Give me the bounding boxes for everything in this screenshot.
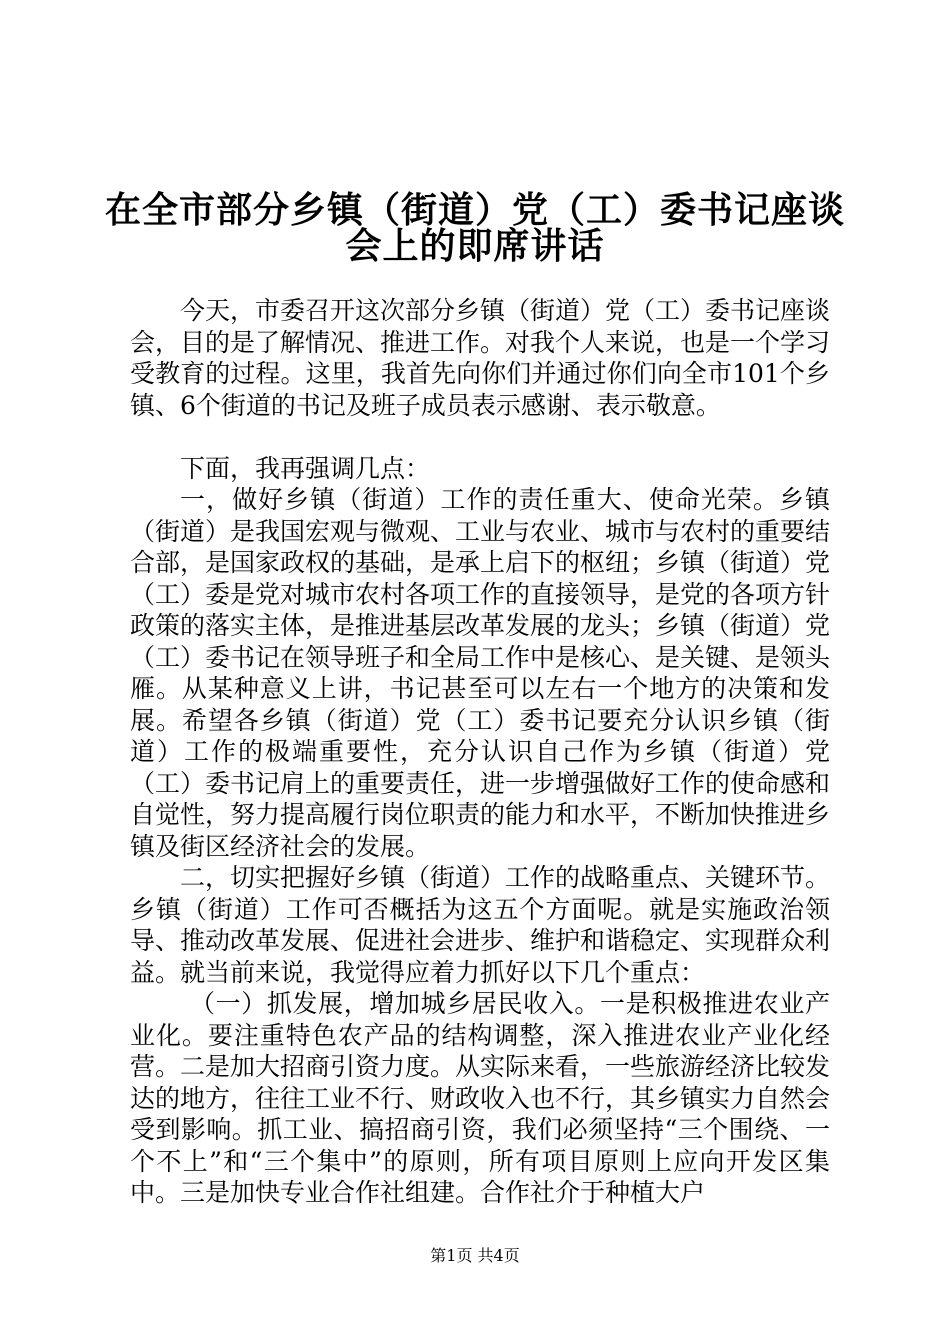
paragraph-point-one: 一，做好乡镇（街道）工作的责任重大、使命光荣。乡镇（街道）是我国宏观与微观、工业与农业、城市与农村的重要结合部，是国家政权的基础，是承上启下的枢纽；乡镇（街道）党（工）委是党对城市农村各项工作的直接领导，是党的各项方针政策的落实主体，是推进基层改革发展的龙头；乡镇（街道）党（工）委书记在领导班子和全局工作中是核心、是关键、是领头雁。从某种意义上讲，书记甚至可以左右一个地方的决策和发展。希望各乡镇（街道）党（工）委书记要充分认识乡镇（街道）工作的极端重要性，充分认识自己作为乡镇（街道）党（工）委书记肩上的重要责任，进一步增强做好工作的使命感和自觉性，努力提高履行岗位职责的能力和水平，不断加快推进乡镇及街区经济社会的发展。: [130, 485, 831, 861]
paragraph-intro-points: 下面，我再强调几点：: [180, 453, 431, 483]
paragraph-opening: 今天，市委召开这次部分乡镇（街道）党（工）委书记座谈会，目的是了解情况、推进工作。对我个人来说，也是一个学习受教育的过程。这里，我首先向你们并通过你们向全市101个乡镇、6个街道的书记及班子成员表示感谢、表示敬意。: [130, 296, 831, 420]
paragraph-point-two: 二，切实把握好乡镇（街道）工作的战略重点、关键环节。乡镇（街道）工作可否概括为这五个方面呢。就是实施政治领导、推动改革发展、促进社会进步、维护和谐稳定、实现群众利益。就当前来说，我觉得应着力抓好以下几个重点：: [130, 863, 831, 987]
paragraph-subpoint-one: （一）抓发展，增加城乡居民收入。一是积极推进农业产业化。要注重特色农产品的结构调整，深入推进农业产业化经营。二是加大招商引资力度。从实际来看，一些旅游经济比较发达的地方，往往工业不行、财政收入也不行，其乡镇实力自然会受到影响。抓工业、搞招商引资，我们必须坚持“三个围绕、一个不上”和“三个集中”的原则，所有项目原则上应向开发区集中。三是加快专业合作社组建。合作社介于种植大户: [130, 989, 831, 1207]
document-body: [130, 295, 830, 1209]
document-title-line-1: 在全市部分乡镇（街道）党（工）委书记座谈: [104, 189, 845, 231]
page-footer: 第1页 共4页: [430, 1246, 520, 1265]
document-title-line-2: 会上的即席讲话: [345, 225, 605, 267]
